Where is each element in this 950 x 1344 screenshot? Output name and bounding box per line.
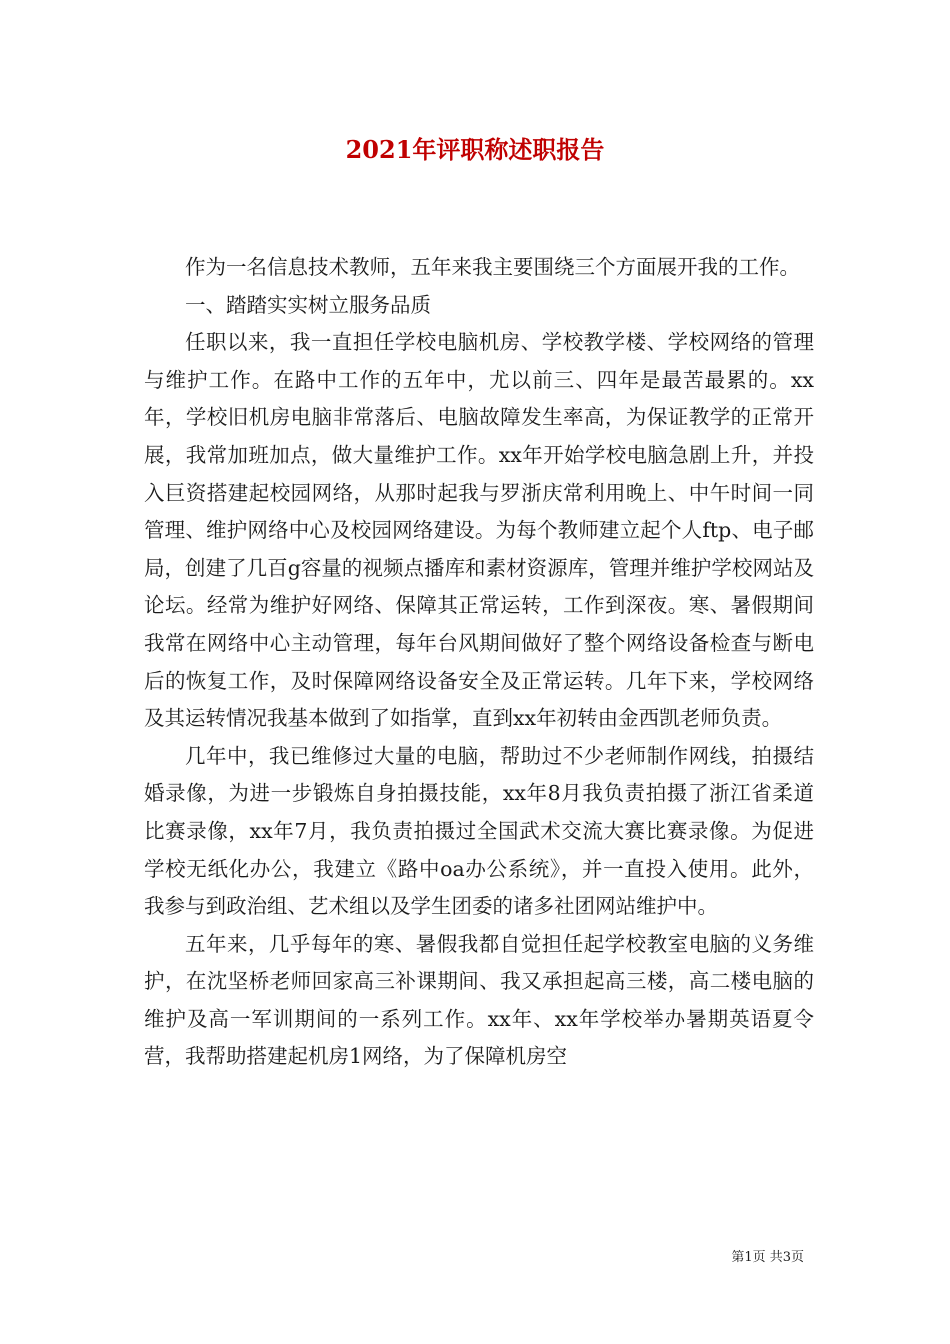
paragraph-network-maintenance: 任职以来，我一直担任学校电脑机房、学校教学楼、学校网络的管理与维护工作。在路中工作的五年中，尤以前三、四年是最苦最累的。xx年，学校旧机房电脑非常落后、电脑故障发生率高，为保证教学的正常开展，我常加班加点，做大量维护工作。xx年开始学校电脑急剧上升，并投入巨资搭建起校园网络，从那时起我与罗浙庆常利用晚上、中午时间一同管理、维护网络中心及校园网络建设。为每个教师建立起个人ftp、电子邮局，创建了几百g容量的视频点播库和素材资源库，管理并维护学校网站及论坛。经常为维护好网络、保障其正常运转，工作到深夜。寒、暑假期间我常在网络中心主动管理，每年台风期间做好了整个网络设备检查与断电后的恢复工作，及时保障网络设备安全及正常运转。几年下来，学校网络及其运转情况我基本做到了如指掌，直到xx年初转由金西凯老师负责。 xyxy=(144,330,814,731)
document-title: 2021年评职称述职报告 xyxy=(345,135,605,164)
page-number: 第1页 共3页 xyxy=(731,1250,804,1265)
paragraph-intro: 作为一名信息技术教师，五年来我主要围绕三个方面展开我的工作。 xyxy=(185,255,800,279)
section-heading: 一、踏踏实实树立服务品质 xyxy=(185,292,431,317)
document-body xyxy=(144,249,814,1076)
paragraph-computer-repair: 几年中，我已维修过大量的电脑，帮助过不少老师制作网线，拍摄结婚录像，为进一步锻炼自身拍摄技能，xx年8月我负责拍摄了浙江省柔道比赛录像，xx年7月，我负责拍摄过全国武术交流大赛比赛录像。为促进学校无纸化办公，我建立《路中oa办公系统》，并一直投入使用。此外，我参与到政治组、艺术组以及学生团委的诸多社团网站维护中。 xyxy=(144,743,814,919)
paragraph-holiday-maintenance: 五年来，几乎每年的寒、暑假我都自觉担任起学校教室电脑的义务维护，在沈坚桥老师回家高三补课期间、我又承担起高三楼，高二楼电脑的维护及高一军训期间的一系列工作。xx年、xx年学校举办暑期英语夏令营，我帮助搭建起机房1网络，为了保障机房空 xyxy=(144,931,814,1069)
